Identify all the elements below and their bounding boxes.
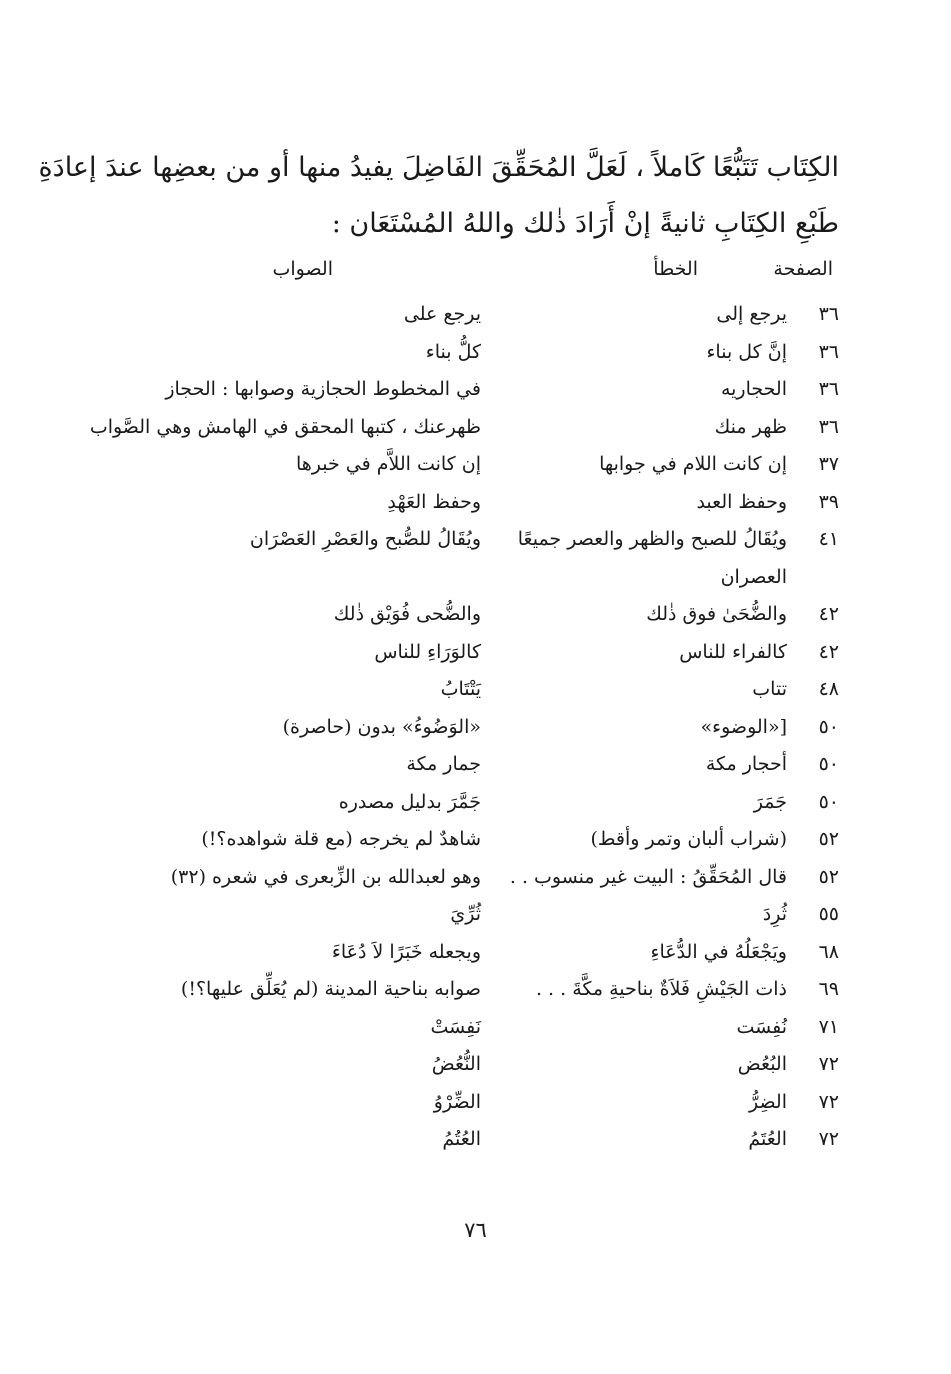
row-correct-text: جمار مكة xyxy=(406,753,481,775)
errata-row xyxy=(79,971,839,1009)
row-page-number: ٦٩ xyxy=(818,978,839,1000)
row-wrong-text: إنَّ كل بناء xyxy=(706,340,787,363)
row-page-number: ٧٢ xyxy=(818,1128,839,1150)
row-correct-text: كلُّ بناء xyxy=(425,340,481,363)
row-page-number: ٦٨ xyxy=(818,940,839,963)
errata-row xyxy=(79,746,839,784)
row-page-number: ٤٨ xyxy=(818,678,839,700)
row-correct-text: إن كانت اللاَّم في خبرها xyxy=(295,453,481,475)
errata-row xyxy=(79,446,839,484)
row-page-number: ٤١ xyxy=(818,528,839,550)
row-wrong-text: ثُرِدَ xyxy=(762,903,787,925)
row-page-number: ٥٢ xyxy=(818,828,839,850)
row-correct-text: ظهرعنك ، كتبها المحقق في الهامش وهي الصَّواب xyxy=(89,415,481,438)
row-page-number: ٥٠ xyxy=(818,790,839,813)
row-wrong-text: كالفراء للناس xyxy=(679,640,787,663)
header-right: الصواب xyxy=(272,258,333,280)
row-correct-text: وهو لعبدالله بن الزِّبعرى في شعره (٣٢) xyxy=(170,865,481,888)
row-correct-text: النُّعُضُ xyxy=(431,1053,481,1075)
page-number: ٧٦ xyxy=(464,1218,487,1242)
row-correct-text: كالوَرَاءِ للناس xyxy=(374,640,481,663)
row-correct-text: شاهدٌ لم يخرجه (مع قلة شواهده؟!) xyxy=(201,828,481,850)
row-page-number: ٣٦ xyxy=(818,303,839,325)
row-correct-text: «الوَضُوءُ» بدون (حاصرة) xyxy=(282,715,481,738)
row-wrong-text: قال المُحَقِّقُ : البيت غير منسوب . . xyxy=(509,865,787,888)
row-page-number: ٣٩ xyxy=(818,490,839,513)
header-page: الصفحة xyxy=(773,258,833,280)
errata-row xyxy=(79,784,839,822)
row-page-number: ٣٦ xyxy=(818,340,839,363)
row-page-number: ٣٦ xyxy=(818,415,839,438)
row-correct-text: نَفِسَتْ xyxy=(430,1015,481,1038)
row-wrong-text: تتاب xyxy=(752,678,787,700)
errata-row xyxy=(79,1046,839,1084)
row-correct-text: ويُقَالُ للصُّبح والعَصْرِ العَصْرَان xyxy=(249,528,481,550)
row-wrong-text: جَمَرَ xyxy=(753,790,787,813)
row-wrong-text: العُتَمُ xyxy=(748,1128,787,1150)
intro-paragraph xyxy=(38,140,839,252)
errata-row xyxy=(79,1084,839,1122)
row-wrong-text: ذات الجَيْشِ فَلاَةٌ بناحيةِ مكَّةَ . . . xyxy=(535,978,787,1000)
row-correct-text: صوابه بناحية المدينة (لم يُعَلِّق عليها؟!) xyxy=(180,978,481,1000)
row-page-number: ٤٢ xyxy=(818,640,839,663)
errata-row xyxy=(79,371,839,409)
row-wrong-text: ظهر منك xyxy=(714,415,787,438)
row-wrong-text: ويَجْعَلُهُ في الدُّعَاءِ xyxy=(650,940,787,963)
row-wrong-text: (شراب ألبان وتمر وأقط) xyxy=(590,828,787,850)
row-wrong-text: نُفِسَت xyxy=(736,1015,787,1038)
row-wrong-text: الضِرُّ xyxy=(748,1090,787,1113)
row-correct-text: في المخطوط الحجازية وصوابها : الحجاز xyxy=(165,378,481,400)
row-correct-text: والضُّحى فُوَيْق ذٰلك xyxy=(333,603,481,625)
row-page-number: ٧٢ xyxy=(818,1090,839,1113)
errata-row xyxy=(79,634,839,672)
errata-row xyxy=(79,1009,839,1047)
errata-row xyxy=(79,521,839,596)
row-wrong-text-continued: العصران xyxy=(720,565,787,588)
row-correct-text: الضِّرْوُ xyxy=(433,1090,481,1113)
errata-row xyxy=(79,334,839,372)
row-wrong-text: ويُقَالُ للصبح والظهر والعصر جميعًا xyxy=(517,528,787,550)
row-wrong-text: والضُّحَىٰ فوق ذٰلك xyxy=(646,603,787,625)
row-page-number: ٥٥ xyxy=(818,903,839,925)
row-correct-text: يَتْتَابُ xyxy=(440,678,481,700)
row-correct-text: العُتُمُ xyxy=(442,1128,481,1150)
header-wrong: الخطأ xyxy=(653,258,698,280)
errata-row xyxy=(79,934,839,972)
row-correct-text: ويجعله خَبَرًا لاَ دُعَاءَ xyxy=(331,940,481,963)
errata-row xyxy=(79,1121,839,1159)
errata-row xyxy=(79,296,839,334)
row-wrong-text: الحجاريه xyxy=(720,378,787,400)
errata-row xyxy=(79,821,839,859)
row-page-number: ٥٠ xyxy=(818,753,839,775)
row-correct-text: جَمَّرَ بدليل مصدره xyxy=(338,790,481,813)
intro-line-1: الكِتَاب تَتَبُّعًا كَاملاً ، لَعَلَّ المُحَقِّقَ الفَاضِلَ يفيدُ منها أو من بعضِها عندَ إعادَةِ xyxy=(38,152,839,183)
row-page-number: ٣٦ xyxy=(818,378,839,400)
row-correct-text: وحفظ العَهْدِ xyxy=(387,490,481,513)
errata-row xyxy=(79,596,839,634)
intro-line-2: طَبْعِ الكِتَابِ ثانيةً إنْ أَرَادَ ذٰلك واللهُ المُسْتَعَان : xyxy=(331,208,839,239)
row-page-number: ٥٢ xyxy=(818,865,839,888)
row-wrong-text: البُعُض xyxy=(737,1053,787,1075)
row-page-number: ٣٧ xyxy=(818,453,839,475)
row-page-number: ٧١ xyxy=(818,1015,839,1038)
errata-table xyxy=(79,296,839,1159)
errata-row xyxy=(79,484,839,522)
errata-row xyxy=(79,896,839,934)
row-wrong-text: إن كانت اللام في جوابها xyxy=(599,453,787,475)
errata-row xyxy=(79,671,839,709)
row-correct-text: يرجع على xyxy=(403,303,481,325)
row-wrong-text: [«الوضوء» xyxy=(700,715,787,738)
errata-row xyxy=(79,409,839,447)
row-page-number: ٥٠ xyxy=(818,715,839,738)
errata-header xyxy=(93,258,833,292)
row-page-number: ٧٢ xyxy=(818,1053,839,1075)
errata-row xyxy=(79,709,839,747)
row-correct-text: ثُرِّيَ xyxy=(450,903,481,925)
row-page-number: ٤٢ xyxy=(818,603,839,625)
row-wrong-text: أحجار مكة xyxy=(705,753,787,775)
row-wrong-text: وحفظ العبد xyxy=(696,490,787,513)
row-wrong-text: يرجع إلى xyxy=(716,303,787,325)
errata-row xyxy=(79,859,839,897)
